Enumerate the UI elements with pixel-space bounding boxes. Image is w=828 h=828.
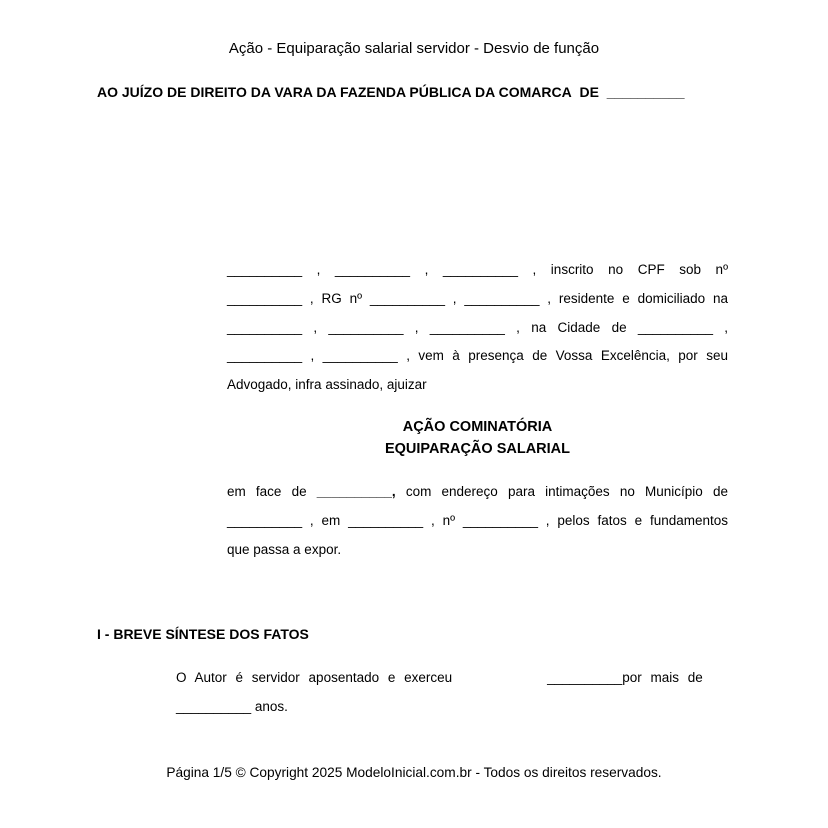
- section-1-heading: I - BREVE SÍNTESE DOS FATOS: [97, 626, 309, 642]
- qualification-line-2: __________ , RG nº __________ , __________ , residente e domiciliado na: [227, 290, 728, 306]
- qualification-line-1: __________ , __________ , __________ , inscrito no CPF sob nº: [227, 262, 728, 277]
- facts-line-1-post: __________por mais de: [547, 670, 703, 685]
- action-title-line-1: AÇÃO COMINATÓRIA: [402, 419, 553, 435]
- facts-line-1-pre: O Autor é servidor aposentado e exerceu: [176, 670, 453, 685]
- page-footer-copyright: Página 1/5 © Copyright 2025 ModeloInicial.com.br - Todos os direitos reservados.: [166, 765, 662, 780]
- court-addressee-heading: AO JUÍZO DE DIREITO DA VARA DA FAZENDA PÚBLICA DA COMARCA DE __________: [97, 84, 685, 100]
- defendant-name-blank: __________,: [316, 484, 406, 499]
- defendant-line-2: __________ , em __________ , nº __________ , pelos fatos e fundamentos: [227, 512, 728, 528]
- defendant-line-3: que passa a expor.: [227, 541, 342, 557]
- defendant-paragraph: [227, 478, 728, 564]
- facts-paragraph: [176, 663, 728, 721]
- document-title: Ação - Equiparação salarial servidor - Desvio de função: [228, 40, 600, 57]
- defendant-line-1: [227, 478, 728, 507]
- action-title-block: [227, 416, 728, 460]
- qualification-line-5: Advogado, infra assinado, ajuizar: [227, 377, 427, 393]
- defendant-line-1-post: com endereço para intimações no Município de: [405, 484, 728, 499]
- plaintiff-qualification-paragraph: [227, 256, 728, 400]
- action-title-line-2: EQUIPARAÇÃO SALARIAL: [384, 441, 570, 457]
- qualification-line-4: __________ , __________ , vem à presença de Vossa Excelência, por seu: [227, 348, 728, 364]
- qualification-line-3: __________ , __________ , __________ , na Cidade de __________ ,: [227, 319, 728, 335]
- defendant-line-1-pre: em face de: [227, 484, 317, 499]
- facts-line-1: [176, 663, 728, 692]
- facts-line-2: __________ anos.: [176, 699, 288, 714]
